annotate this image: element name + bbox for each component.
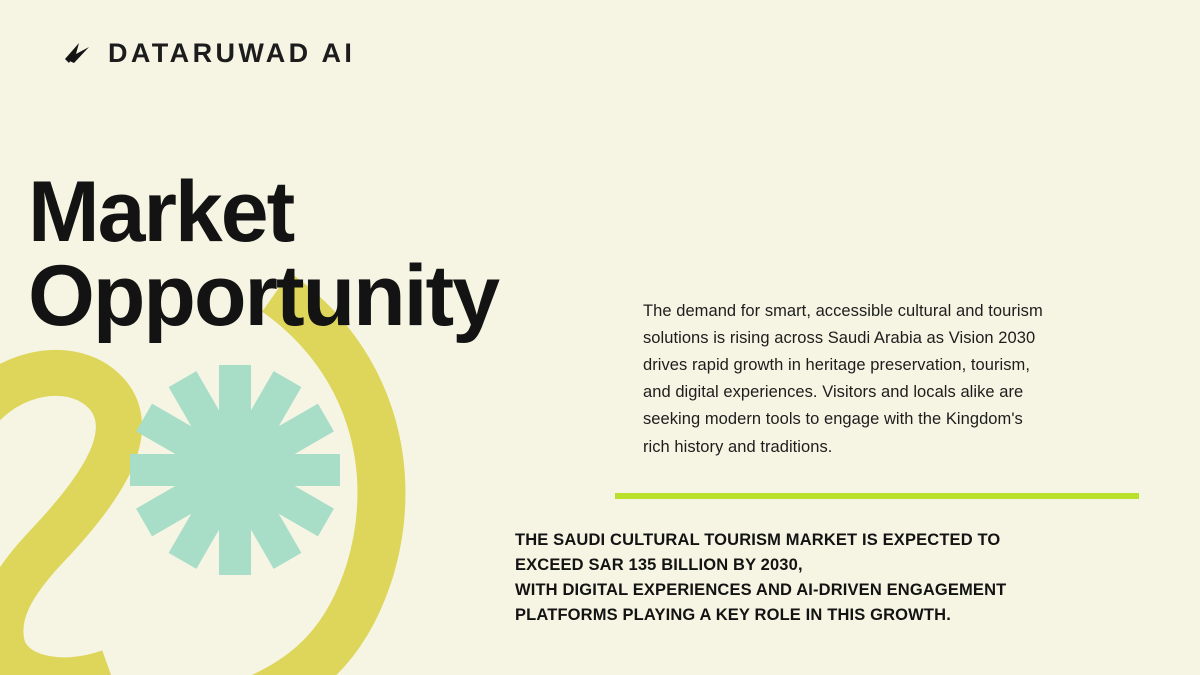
content-column <box>515 281 1139 628</box>
arrow-mark-icon <box>62 38 92 68</box>
page-title-line-1: Market <box>28 163 294 260</box>
callout-line-4: PLATFORMS PLAYING A KEY ROLE IN THIS GROWTH. <box>515 606 951 625</box>
callout-line-3: WITH DIGITAL EXPERIENCES AND AI-DRIVEN ENGAGEMENT <box>515 580 1007 599</box>
page-title-line-2: Opportunity <box>28 247 499 344</box>
arc-shape <box>255 292 381 675</box>
brand-lockup <box>62 38 355 68</box>
callout-line-2: EXCEED SAR 135 BILLION BY 2030, <box>515 555 803 574</box>
asterisk-shape <box>130 365 340 575</box>
callout-statement <box>515 528 1135 628</box>
accent-divider <box>615 493 1139 499</box>
page-title <box>28 163 668 344</box>
brand-name: DATARUWAD AI <box>108 37 356 68</box>
squiggle-shape <box>0 373 119 675</box>
body-paragraph: The demand for smart, accessible cultural and tourism solutions is rising across Saudi Arabia as Vision 2030 drives rapid growth in heritage preservation, tourism, and digital experiences. Visitors and locals alike are seeking modern tools to engage with the Kingdom's rich history and traditions. <box>643 301 1043 456</box>
callout-line-1: THE SAUDI CULTURAL TOURISM MARKET IS EXPECTED TO <box>515 530 1001 549</box>
